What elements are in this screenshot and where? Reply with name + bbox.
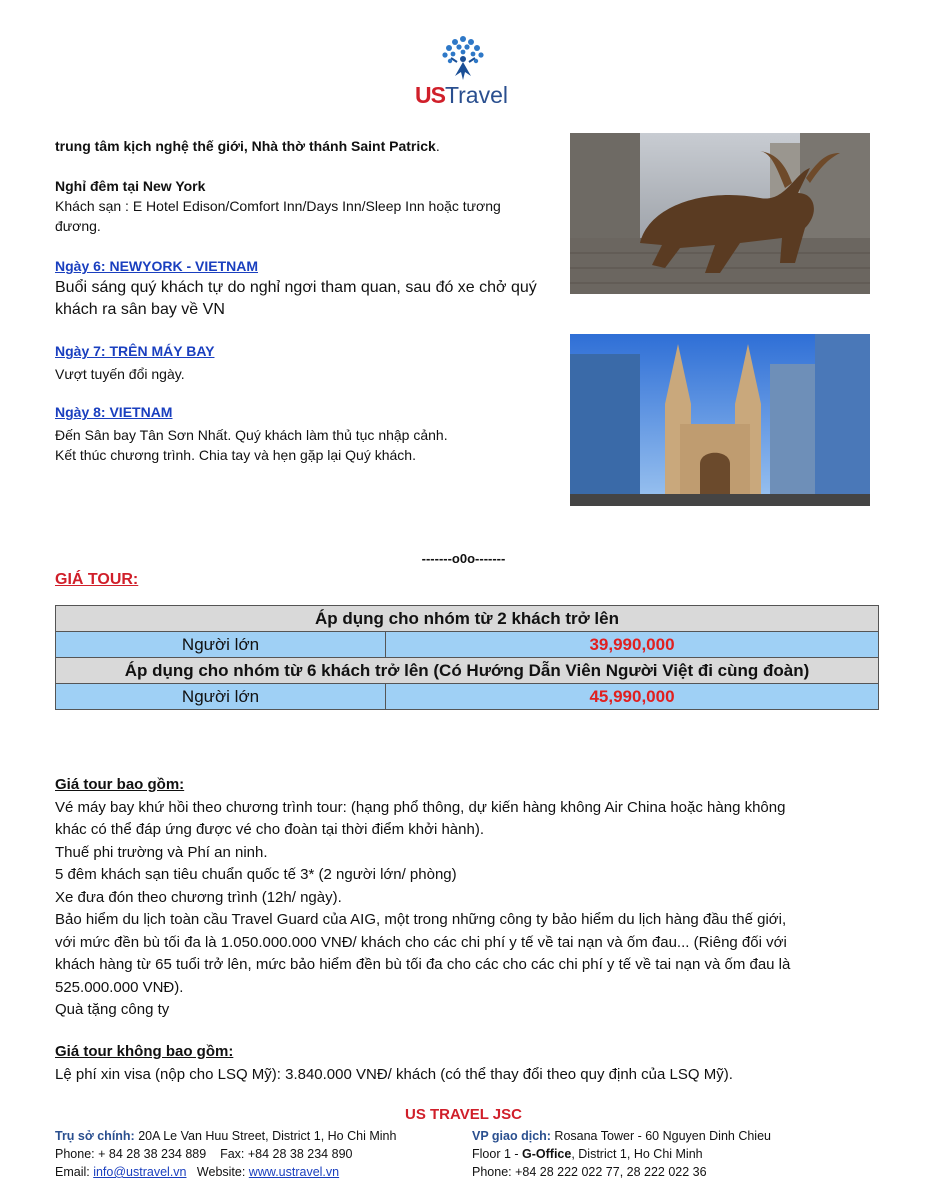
floor-post: , District 1, Ho Chi Minh: [571, 1147, 703, 1161]
table-row: [56, 632, 879, 658]
list-item: 525.000.000 VNĐ).: [55, 978, 184, 996]
website-label: Website:: [186, 1165, 249, 1179]
list-item: khách hàng từ 65 tuổi trở lên, mức bảo hiểm đền bù tối đa cho các cho các chi phí y tế về tai nạn và ốm đau là: [55, 956, 791, 973]
office-label: VP giao dịch:: [472, 1129, 551, 1143]
brand-us: US: [415, 82, 445, 108]
list-item: 5 đêm khách sạn tiêu chuẩn quốc tế 3* (2 người lớn/ phòng): [55, 866, 457, 883]
price-value-2: 45,990,000: [386, 684, 879, 710]
continued-line: trung tâm kịch nghệ thế giới, Nhà thờ thánh Saint Patrick: [55, 138, 436, 154]
itinerary-continued: [55, 136, 440, 156]
continued-dot: .: [435, 138, 440, 154]
table-row: [56, 606, 879, 632]
hq-address: 20A Le Van Huu Street, District 1, Ho Chi Minh: [134, 1129, 397, 1143]
tree-logo-icon: [405, 32, 525, 84]
includes-section: [55, 774, 875, 1022]
office-phone: Phone: +84 28 222 022 77, 28 222 022 36: [472, 1165, 707, 1179]
list-item: Lệ phí xin visa (nộp cho LSQ Mỹ): 3.840.000 VNĐ/ khách (có thể thay đổi theo quy định của LSQ Mỹ).: [55, 1065, 733, 1083]
hotel-line-2: đương.: [55, 218, 101, 234]
price-label-2: Người lớn: [56, 684, 386, 710]
footer-right: [472, 1127, 771, 1181]
list-item: Vé máy bay khứ hồi theo chương trình tour: (hạng phổ thông, dự kiến hàng không Air China hoặc hàng không: [55, 798, 786, 816]
day-8-line-1: Đến Sân bay Tân Sơn Nhất. Quý khách làm thủ tục nhập cảnh.: [55, 427, 448, 443]
brand-wordmark: [415, 82, 508, 109]
footer-company: US TRAVEL JSC: [405, 1106, 522, 1123]
section-separator: -------o0o-------: [421, 551, 506, 566]
excludes-title: Giá tour không bao gồm:: [55, 1043, 234, 1060]
email-link[interactable]: info@ustravel.vn: [93, 1165, 187, 1179]
brand-travel: Travel: [444, 82, 509, 108]
group-header-2: Áp dụng cho nhóm từ 6 khách trở lên (Có Hướng Dẫn Viên Người Việt đi cùng đoàn): [56, 658, 879, 684]
night-title: Nghỉ đêm tại New York: [55, 178, 206, 194]
price-title: GIÁ TOUR:: [55, 571, 139, 588]
day-8-line-2: Kết thúc chương trình. Chia tay và hẹn gặp lại Quý khách.: [55, 447, 416, 463]
list-item: Xe đưa đón theo chương trình (12h/ ngày).: [55, 888, 342, 906]
day-6-line-2: khách ra sân bay về VN: [55, 301, 225, 318]
day-6-title[interactable]: Ngày 6: NEWYORK - VIETNAM: [55, 258, 259, 274]
excludes-section: [55, 1041, 875, 1086]
list-item: Bảo hiểm du lịch toàn cầu Travel Guard của AIG, một trong những công ty bảo hiểm du lịch hàng đầu thế giới,: [55, 911, 787, 928]
day-7-title[interactable]: Ngày 7: TRÊN MÁY BAY: [55, 343, 215, 359]
price-table: [55, 605, 879, 710]
day-7-line-1: Vượt tuyến đổi ngày.: [55, 366, 185, 382]
floor-pre: Floor 1 -: [472, 1147, 523, 1161]
includes-title: Giá tour bao gồm:: [55, 776, 185, 793]
charging-bull-photo: [570, 133, 870, 294]
group-header-1: Áp dụng cho nhóm từ 2 khách trở lên: [56, 606, 879, 632]
office-address: Rosana Tower - 60 Nguyen Dinh Chieu: [550, 1129, 771, 1143]
footer-left: [55, 1127, 396, 1181]
list-item: Thuế phi trường và Phí an ninh.: [55, 843, 268, 861]
price-value-1: 39,990,000: [386, 632, 879, 658]
hq-label: Trụ sở chính:: [55, 1129, 135, 1143]
website-link[interactable]: www.ustravel.vn: [248, 1165, 340, 1179]
table-row: [56, 658, 879, 684]
day-6-line-1: Buổi sáng quý khách tự do nghỉ ngơi tham quan, sau đó xe chở quý: [55, 279, 537, 296]
list-item: với mức đền bù tối đa là 1.050.000.000 VNĐ/ khách cho các chi phí y tế về tai nạn và ốm đau... (Riêng đối với: [55, 933, 787, 951]
day-8-title[interactable]: Ngày 8: VIETNAM: [55, 404, 173, 420]
list-item: Quà tặng công ty: [55, 1001, 170, 1018]
price-label-1: Người lớn: [56, 632, 386, 658]
floor-bold: G-Office: [522, 1147, 572, 1161]
email-label: Email:: [55, 1165, 94, 1179]
hotel-line-1: Khách sạn : E Hotel Edison/Comfort Inn/Days Inn/Sleep Inn hoặc tương: [55, 198, 501, 214]
table-row: [56, 684, 879, 710]
saint-patrick-cathedral-photo: [570, 334, 870, 506]
list-item: khác có thể đáp ứng được vé cho đoàn tại thời điểm khởi hành).: [55, 821, 485, 838]
company-logo: [405, 32, 525, 110]
hq-phone-fax: Phone: + 84 28 38 234 889 Fax: +84 28 38 234 890: [55, 1147, 353, 1161]
